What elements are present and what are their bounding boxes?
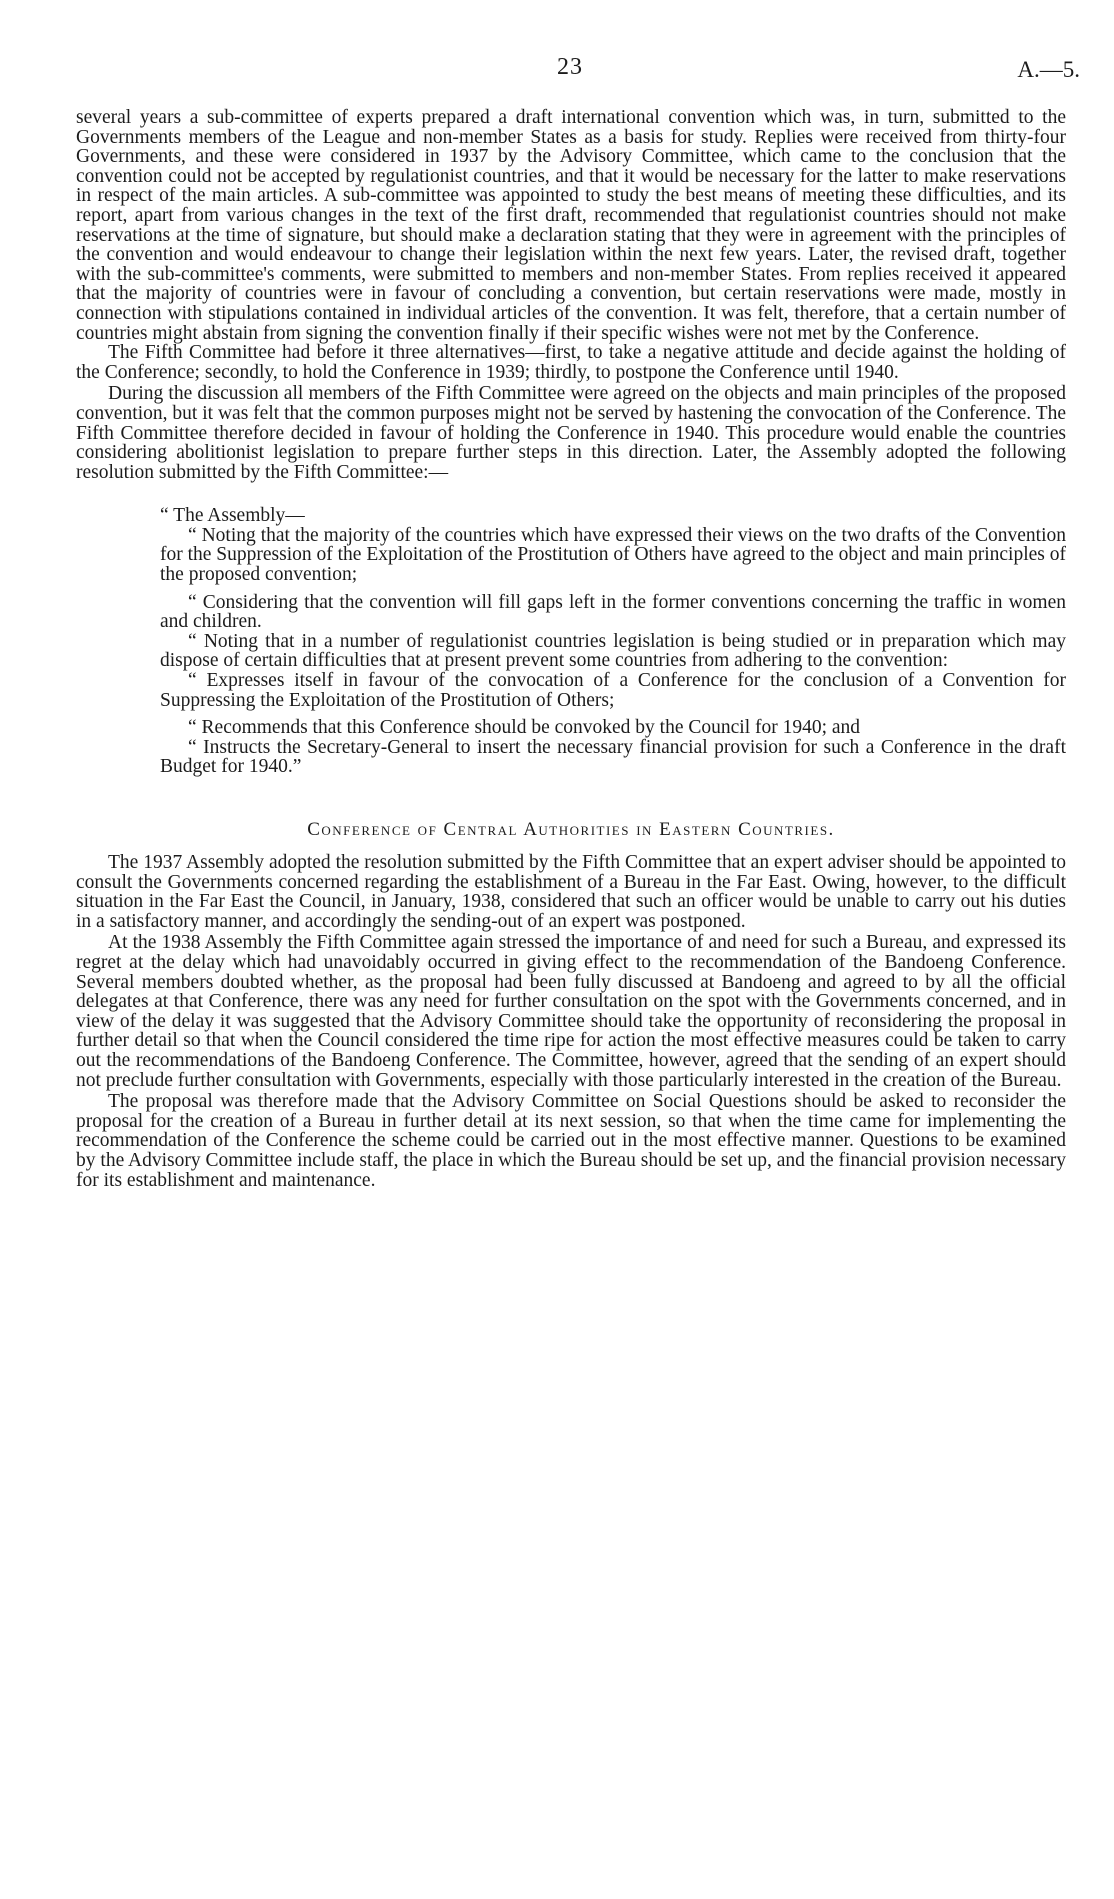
- paragraph-proposal: The proposal was therefore made that the Advisory Committee on Social Questions should be asked to reconsider the proposal for the creation of a Bureau in further detail at its next session, so that when the time came for implementing the recommendation of the Conference the scheme could be carried out in the most effective manner. Questions to be examined by the Advisory Committee include staff, the place in which the Bureau should be set up, and the financial provision necessary for its establishment and maintenance.: [76, 1091, 1066, 1191]
- resolution-clause-expresses: “ Expresses itself in favour of the convocation of a Conference for the conclusion of a Convention for Suppressing the Exploitation of the Prostitution of Others;: [160, 670, 1066, 711]
- paragraph-discussion: During the discussion all members of the Fifth Committee were agreed on the objects and main principles of the proposed convention, but it was felt that the common purposes might not be served by hastening the convocation of the Conference. The Fifth Committee therefore decided in favour of holding the Conference in 1940. This procedure would enable the countries considering abolitionist legislation to prepare further steps in this direction. Later, the Assembly adopted the following resolution submitted by the Fifth Committee:—: [76, 383, 1066, 483]
- resolution-clause-recommends: “ Recommends that this Conference should be convoked by the Council for 1940; and: [188, 717, 861, 739]
- section-heading: Conference of Central Authorities in Eastern Countries.: [307, 819, 835, 840]
- resolution-clause-noting-legislation: “ Noting that in a number of regulationist countries legislation is being studied or in preparation which may dispose of certain difficulties that at present prevent some countries from adhering to the convention:: [160, 630, 1066, 672]
- resolution-clause-noting-majority: “ Noting that the majority of the countries which have expressed their views on the two drafts of the Convention for the Suppression of the Exploitation of the Prostitution of Others have agreed to the object and main principles of the proposed convention;: [160, 524, 1066, 586]
- page-number: 23: [557, 54, 583, 80]
- paragraph-sub-committee-draft: several years a sub-committee of experts prepared a draft international convention which was, in turn, submitted to the Governments members of the League and non-member States as a basis for study. Replies were received from thirty-four Governments, and these were considered in 1937 by the Advisory Committee, which came to the conclusion that the convention could not be accepted by regulationist countries, and that it would be necessary for the latter to make reservations in respect of the main articles. A sub-committee was appointed to study the best means of meeting these difficulties, and its report, apart from various changes in the text of the first draft, recommended that regulationist countries should not make reservations at the time of signature, but should make a declaration stating that they were in agreement with the principles of the convention and would endeavour to change their legislation within the next few years. Later, the revised draft, together with the sub-committee's comments, were submitted to members and non-member States. From replies received it appeared that the majority of countries were in favour of concluding a convention, but certain reservations were made, mostly in connection with stipulations contained in individual articles of the convention. It was felt, therefore, that a certain number of countries might abstain from signing the convention finally if their specific wishes were not met by the Conference.: [76, 107, 1066, 344]
- document-reference: A.—5.: [1017, 57, 1080, 82]
- resolution-clause-considering: “ Considering that the convention will fill gaps left in the former conventions concerning the traffic in women and children.: [160, 591, 1066, 633]
- paragraph-1938-assembly: At the 1938 Assembly the Fifth Committee again stressed the importance of and need for such a Bureau, and expressed its regret at the delay which had unavoidably occurred in giving effect to the recommendation of the Bandoeng Conference. Several members doubted whether, as the proposal had been fully discussed at Bandoeng and agreed to by all the official delegates at that Conference, there was any need for further consultation on the spot with the Governments concerned, and in view of the delay it was suggested that the Advisory Committee should take the opportunity of reconsidering the proposal in further detail so that when the Council considered the time ripe for action the most effective measures could be taken to carry out the recommendations of the Bandoeng Conference. The Committee, however, agreed that the sending of an expert should not preclude further consultation with Governments, especially with those particularly interested in the creation of the Bureau.: [76, 932, 1066, 1091]
- assembly-resolution: [160, 506, 1066, 777]
- paragraph-fifth-committee-alternatives: The Fifth Committee had before it three alternatives—first, to take a negative attitude and decide against the holding of the Conference; secondly, to hold the Conference in 1939; thirdly, to postpone the Conference until 1940.: [76, 342, 1066, 383]
- resolution-opening: “ The Assembly—: [160, 505, 305, 527]
- resolution-clause-instructs: “ Instructs the Secretary-General to insert the necessary financial provision for such a Conference in the draft Budget for 1940.”: [160, 736, 1066, 778]
- paragraph-1937-assembly: The 1937 Assembly adopted the resolution submitted by the Fifth Committee that an expert adviser should be appointed to consult the Governments concerned regarding the establishment of a Bureau in the Far East. Owing, however, to the difficult situation in the Far East the Council, in January, 1938, considered that such an officer would be unable to carry out his duties in a satisfactory manner, and accordingly the sending-out of an expert was postponed.: [76, 852, 1066, 932]
- body-text: [76, 108, 1066, 1190]
